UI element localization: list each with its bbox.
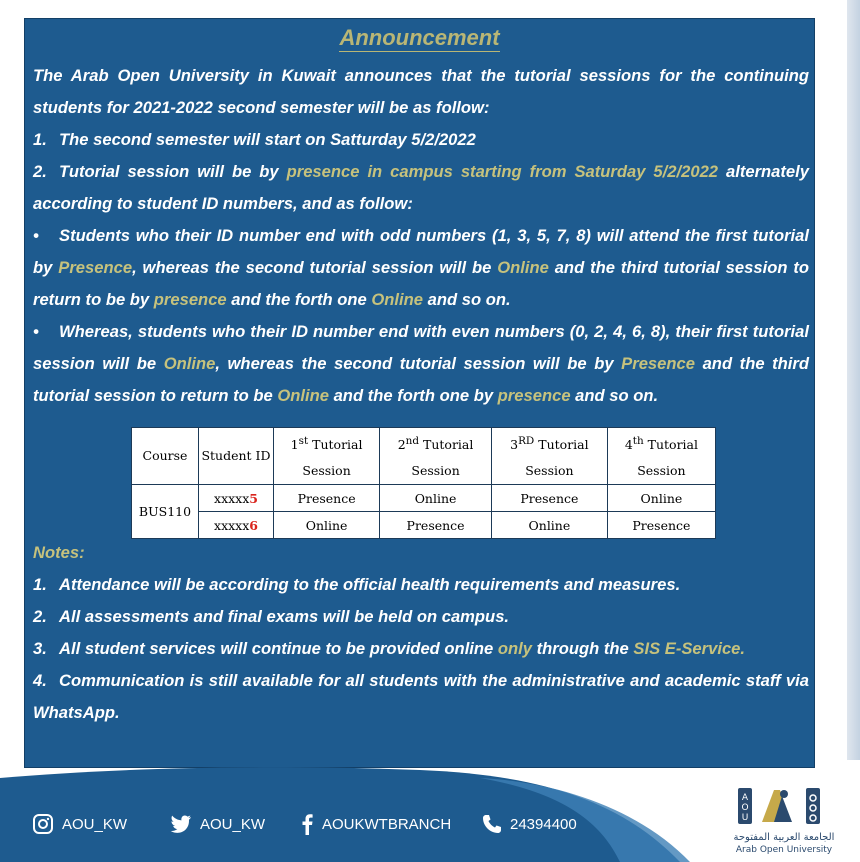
note-1: 1. Attendance will be according to the official health requirements and measures. bbox=[33, 575, 681, 594]
svg-text:O: O bbox=[741, 803, 749, 813]
bullet-odd: • Students who their ID number end with odd numbers (1, 3, 5, 7, 8) will attend the first tutorial by Presence, whereas the second tutorial session will be Online and the third tutorial session to return to be by presence and the forth one Online and so on. bbox=[33, 220, 809, 316]
session-cell: Online bbox=[491, 512, 607, 539]
announcement-body bbox=[33, 60, 809, 412]
session-cell: Online bbox=[607, 485, 715, 512]
svg-text:A: A bbox=[741, 793, 749, 803]
phone-link[interactable] bbox=[482, 812, 577, 836]
twitter-handle: AOU_KW bbox=[200, 815, 266, 833]
intro-paragraph: The Arab Open University in Kuwait announces that the tutorial sessions for the continuing students for 2021-2022 second semester will be as follow: bbox=[33, 66, 809, 117]
facebook-handle: AOUKWTBRANCH bbox=[322, 815, 452, 833]
instagram-handle: AOU_KW bbox=[62, 815, 128, 833]
logo-arabic-name: الجامعة العربية المفتوحة bbox=[733, 832, 835, 843]
facebook-icon bbox=[300, 813, 314, 835]
notes-section bbox=[33, 537, 809, 729]
session-cell: Presence bbox=[274, 485, 380, 512]
note-2: 2. All assessments and final exams will be held on campus. bbox=[33, 607, 510, 626]
note-4: 4. Communication is still available for all students with the administrative and academic staff via WhatsApp. bbox=[33, 671, 809, 722]
student-id-cell: xxxxx5 bbox=[199, 485, 274, 512]
session-cell: Presence bbox=[491, 485, 607, 512]
item-2: 2. Tutorial session will be by presence in campus starting from Saturday 5/2/2022 alternately according to student ID numbers, and as follow: bbox=[33, 162, 809, 213]
svg-text:U: U bbox=[741, 813, 749, 823]
student-id-cell: xxxxx6 bbox=[199, 512, 274, 539]
session-cell: Presence bbox=[380, 512, 492, 539]
right-edge-strip bbox=[847, 0, 860, 760]
header-tutorial-3: 3RD Tutorial Session bbox=[491, 428, 607, 485]
schedule-table bbox=[131, 427, 716, 539]
bullet-even: • Whereas, students who their ID number end with even numbers (0, 2, 4, 6, 8), their first tutorial session will be Online, whereas the second tutorial session will be by Presence and the third tutorial session to return to be Online and the forth one by presence and so on. bbox=[33, 316, 809, 412]
item-1: 1. The second semester will start on Satturday 5/2/2022 bbox=[33, 130, 476, 149]
header-tutorial-1: 1st Tutorial Session bbox=[274, 428, 380, 485]
session-cell: Online bbox=[380, 485, 492, 512]
logo-english-name: Arab Open University bbox=[735, 845, 833, 855]
session-cell: Online bbox=[274, 512, 380, 539]
facebook-link[interactable] bbox=[300, 812, 451, 836]
note-3: 3. All student services will continue to be provided online only through the SIS E-Service. bbox=[33, 639, 746, 658]
table-row bbox=[132, 485, 716, 512]
twitter-icon bbox=[170, 814, 192, 834]
bullet-icon: • bbox=[33, 322, 39, 341]
header-tutorial-2: 2nd Tutorial Session bbox=[380, 428, 492, 485]
twitter-link[interactable] bbox=[170, 812, 265, 836]
phone-number: 24394400 bbox=[510, 815, 577, 833]
table-header-row bbox=[132, 428, 716, 485]
announcement-panel bbox=[24, 18, 815, 768]
course-cell: BUS110 bbox=[132, 485, 199, 539]
header-course: Course bbox=[132, 428, 199, 485]
session-cell: Presence bbox=[607, 512, 715, 539]
header-student-id: Student ID bbox=[199, 428, 274, 485]
bullet-icon: • bbox=[33, 226, 39, 245]
phone-icon bbox=[482, 814, 502, 834]
instagram-link[interactable] bbox=[32, 812, 127, 836]
table-row bbox=[132, 512, 716, 539]
instagram-icon bbox=[32, 813, 54, 835]
header-tutorial-4: 4th Tutorial Session bbox=[607, 428, 715, 485]
notes-title: Notes: bbox=[33, 543, 85, 562]
announcement-title: Announcement bbox=[339, 25, 500, 50]
